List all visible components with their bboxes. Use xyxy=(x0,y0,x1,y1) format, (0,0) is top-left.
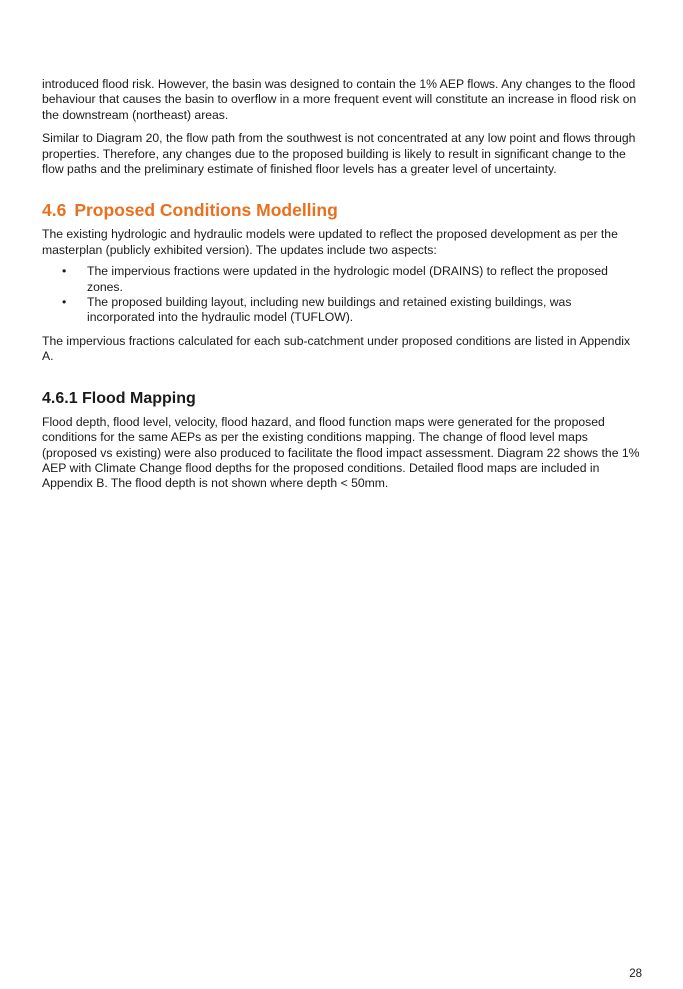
bullet-list xyxy=(42,264,642,326)
list-item xyxy=(42,264,642,295)
paragraph-southwest-flow: Similar to Diagram 20, the flow path from the southwest is not concentrated at any low point and flows through properties. Therefore, any changes due to the proposed building is likely to result in significant change to the flow paths and the preliminary estimate of finished floor levels has a greater level of uncertainty. xyxy=(42,131,636,177)
list-item xyxy=(42,295,642,326)
bullet-glyph: • xyxy=(62,264,67,279)
page-number: 28 xyxy=(629,968,642,980)
list-item-text: The impervious fractions were updated in the hydrologic model (DRAINS) to reflect the proposed zones. xyxy=(87,264,608,294)
section-number: 4.6 xyxy=(42,200,67,221)
paragraph-flood-mapping: Flood depth, flood level, velocity, flood hazard, and flood function maps were generated for the proposed conditions for the same AEPs as per the existing conditions mapping. The change of flood level maps (proposed vs existing) were also produced to facilitate the flood impact assessment. Diagram 22 shows the 1% AEP with Climate Change flood depths for the proposed conditions. Detailed flood maps are included in Appendix B. The flood depth is not shown where depth < 50mm. xyxy=(42,414,640,491)
subsection-heading-4-6-1: 4.6.1 Flood Mapping xyxy=(42,389,196,407)
paragraph-flood-risk: introduced flood risk. However, the basin was designed to contain the 1% AEP flows. Any changes to the flood behaviour that causes the basin to overflow in a more frequent event will constitute an increase in flood risk on the downstream (northeast) areas. xyxy=(42,77,637,122)
section-intro-paragraph: The existing hydrologic and hydraulic models were updated to reflect the proposed development as per the masterplan (publicly exhibited version). The updates include two aspects: xyxy=(42,227,618,257)
section-heading-4-6 xyxy=(42,199,642,221)
list-item-text: The proposed building layout, including new buildings and retained existing buildings, was incorporated into the hydraulic model (TUFLOW). xyxy=(87,295,572,325)
section-title: Proposed Conditions Modelling xyxy=(74,200,338,221)
paragraph-impervious-fractions: The impervious fractions calculated for each sub-catchment under proposed conditions are listed in Appendix A. xyxy=(42,333,631,364)
document-page xyxy=(42,77,642,492)
bullet-glyph: • xyxy=(62,295,67,310)
